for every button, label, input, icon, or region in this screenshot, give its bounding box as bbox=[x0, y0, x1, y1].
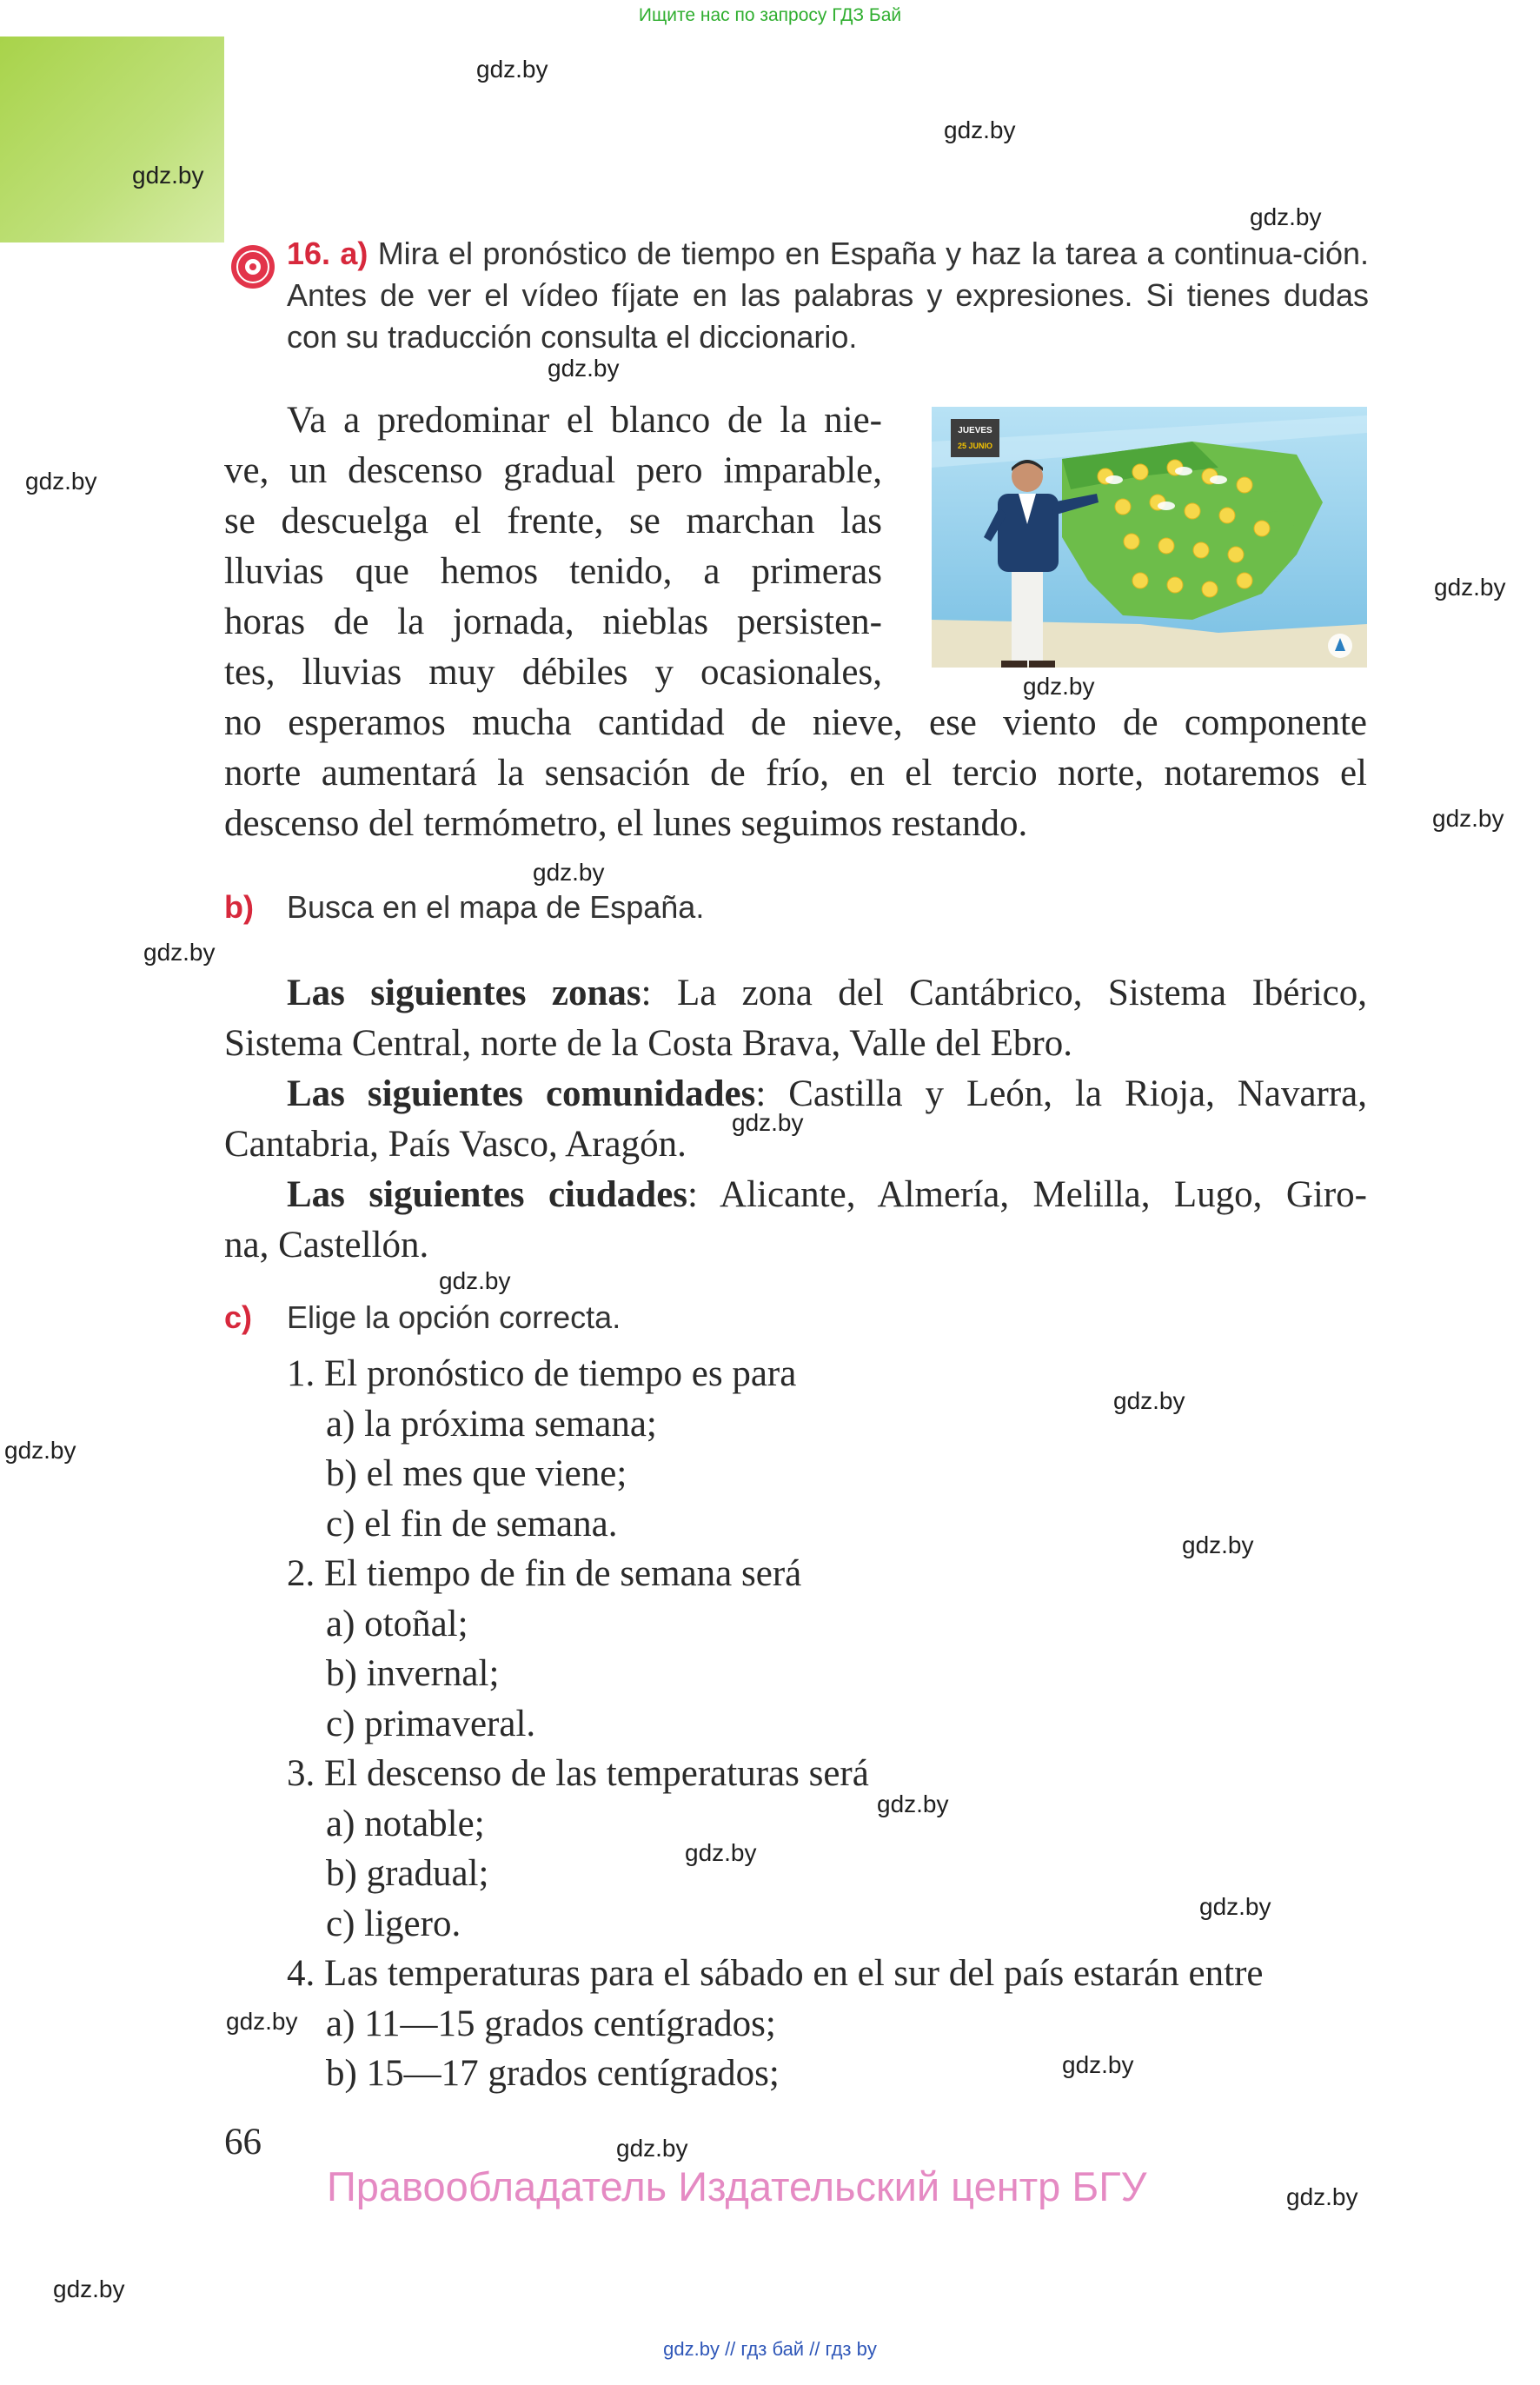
zones-text: : La zona del Cantábrico, Sistema Ibérico, bbox=[641, 973, 1367, 1013]
watermark: gdz.by bbox=[25, 468, 97, 495]
part-b-text: Busca en el mapa de España. bbox=[287, 889, 705, 925]
answer-option[interactable]: a) notable; bbox=[326, 1803, 485, 1844]
answer-option[interactable]: a) otoñal; bbox=[326, 1603, 468, 1644]
watermark: gdz.by bbox=[548, 355, 620, 382]
locations-list bbox=[224, 968, 1367, 1271]
cities-line-2: na, Castellón. bbox=[224, 1225, 429, 1266]
photo-badge-date: 25 JUNIO bbox=[957, 442, 993, 450]
communities-line bbox=[224, 1069, 1367, 1119]
page-number: 66 bbox=[224, 2122, 262, 2162]
watermark: gdz.by bbox=[439, 1267, 511, 1294]
answer-option[interactable]: a) 11—15 grados centígrados; bbox=[326, 2003, 776, 2044]
part-b-label bbox=[224, 889, 254, 926]
answer-option[interactable]: b) invernal; bbox=[326, 1653, 500, 1694]
watermark: gdz.by bbox=[1113, 1387, 1185, 1414]
watermark: gdz.by bbox=[53, 2275, 125, 2302]
forecast-paragraph-top bbox=[224, 395, 882, 698]
question: 3. El descenso de las temperaturas será bbox=[287, 1753, 869, 1794]
cities-label: Las siguientes ciudades bbox=[287, 1174, 688, 1215]
weather-forecast-photo bbox=[932, 407, 1367, 668]
paragraph-line: norte aumentará la sensación de frío, en el tercio norte, notaremos el bbox=[224, 753, 1367, 794]
part-c-label bbox=[224, 1299, 252, 1336]
question: 1. El pronóstico de tiempo es para bbox=[287, 1353, 797, 1394]
forecast-paragraph-bottom bbox=[224, 698, 1367, 849]
cities-line bbox=[224, 1170, 1367, 1220]
top-banner[interactable]: Ищите нас по запросу ГДЗ Бай bbox=[638, 5, 902, 25]
watermark: gdz.by bbox=[1062, 2051, 1134, 2078]
paragraph-line: Va a predominar el blanco de la nie- bbox=[287, 400, 882, 441]
corner-decoration bbox=[0, 37, 224, 242]
paragraph-line: no esperamos mucha cantidad de nieve, ese viento de componente bbox=[224, 702, 1367, 743]
question: 4. Las temperaturas para el sábado en el sur del país estarán entre bbox=[287, 1953, 1264, 1994]
watermark: gdz.by bbox=[732, 1109, 804, 1136]
answer-option[interactable]: b) el mes que viene; bbox=[326, 1453, 627, 1494]
watermark: gdz.by bbox=[1023, 673, 1095, 700]
watermark: gdz.by bbox=[1434, 574, 1506, 601]
paragraph-line: descenso del termómetro, el lunes seguimos restando. bbox=[224, 803, 1028, 844]
communities-line-2: Cantabria, País Vasco, Aragón. bbox=[224, 1124, 687, 1165]
task-instruction bbox=[287, 233, 1369, 358]
watermark: gdz.by bbox=[1182, 1531, 1254, 1558]
watermark: gdz.by bbox=[143, 939, 216, 966]
part-b-letter: b) bbox=[224, 889, 254, 925]
watermark: gdz.by bbox=[685, 1839, 757, 1866]
answer-option[interactable]: c) ligero. bbox=[326, 1903, 461, 1944]
questions-list bbox=[287, 1349, 1369, 2099]
bottom-links[interactable]: gdz.by // гдз бай // гдз by bbox=[663, 2338, 877, 2360]
part-c-text: Elige la opción correcta. bbox=[287, 1299, 621, 1335]
zones-label: Las siguientes zonas bbox=[287, 973, 641, 1013]
watermark: gdz.by bbox=[616, 2135, 688, 2162]
copyright-footer: Правообладатель Издательский центр БГУ bbox=[327, 2163, 1147, 2209]
watermark: gdz.by bbox=[1286, 2183, 1358, 2210]
part-c-letter: c) bbox=[224, 1299, 253, 1335]
watermark: gdz.by bbox=[1199, 1893, 1271, 1920]
watermark: gdz.by bbox=[1432, 805, 1504, 832]
paragraph-line: tes, lluvias muy débiles y ocasionales, bbox=[224, 652, 882, 693]
video-disc-icon[interactable] bbox=[229, 243, 276, 290]
watermark: gdz.by bbox=[476, 56, 548, 83]
answer-option[interactable]: c) el fin de semana. bbox=[326, 1503, 618, 1545]
watermark: gdz.by bbox=[4, 1437, 76, 1464]
zones-line-2: Sistema Central, norte de la Costa Brava, Valle del Ebro. bbox=[224, 1023, 1073, 1064]
answer-option[interactable]: a) la próxima semana; bbox=[326, 1403, 657, 1445]
cities-text: : Alicante, Almería, Melilla, Lugo, Giro- bbox=[687, 1174, 1367, 1215]
watermark: gdz.by bbox=[877, 1790, 949, 1817]
question: 2. El tiempo de fin de semana será bbox=[287, 1553, 802, 1594]
communities-text: : Castilla y León, la Rioja, Navarra, bbox=[755, 1073, 1367, 1114]
zones-line bbox=[224, 968, 1367, 1019]
watermark: gdz.by bbox=[1250, 203, 1322, 230]
watermark: gdz.by bbox=[944, 116, 1016, 143]
watermark: gdz.by bbox=[533, 859, 605, 886]
paragraph-line: se descuelga el frente, se marchan las bbox=[224, 501, 882, 541]
task-number: 16. a) bbox=[287, 236, 368, 271]
photo-badge-day: JUEVES bbox=[958, 426, 992, 435]
watermark: gdz.by bbox=[132, 162, 204, 189]
answer-option[interactable]: c) primaveral. bbox=[326, 1703, 536, 1744]
watermark: gdz.by bbox=[226, 2008, 298, 2035]
paragraph-line: horas de la jornada, nieblas persisten- bbox=[224, 601, 882, 642]
answer-option[interactable]: b) 15—17 grados centígrados; bbox=[326, 2053, 780, 2094]
communities-label: Las siguientes comunidades bbox=[287, 1073, 756, 1114]
task-text: Mira el pronóstico de tiempo en España y haz la tarea a continua-ción. Antes de ver el vídeo fíjate en las palabras y expresiones. Si tienes dudas con su traducción consulta el diccionario. bbox=[287, 236, 1369, 355]
paragraph-line: ve, un descenso gradual pero imparable, bbox=[224, 450, 882, 491]
answer-option[interactable]: b) gradual; bbox=[326, 1853, 489, 1894]
paragraph-line: lluvias que hemos tenido, a primeras bbox=[224, 551, 882, 592]
